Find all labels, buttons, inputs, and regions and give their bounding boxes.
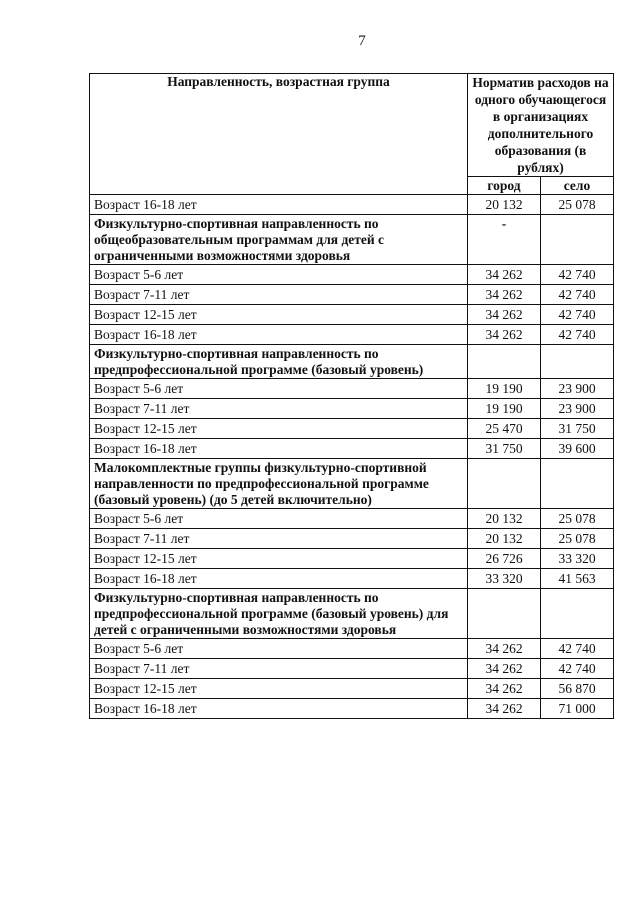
row-village-value: 42 740 (541, 325, 614, 345)
row-label: Возраст 12-15 лет (90, 549, 468, 569)
row-village-value: 31 750 (541, 419, 614, 439)
row-village-value: 42 740 (541, 285, 614, 305)
row-label: Возраст 7-11 лет (90, 399, 468, 419)
section-header-row (90, 215, 614, 265)
section-title: Физкультурно-спортивная направленность по предпрофессиональной программе (базовый уровень) для детей с ограниченными возможностями здоровья (90, 589, 468, 639)
row-city-value: 26 726 (468, 549, 541, 569)
table-row (90, 569, 614, 589)
row-label: Возраст 16-18 лет (90, 569, 468, 589)
table-row (90, 265, 614, 285)
table-row (90, 285, 614, 305)
row-city-value: 31 750 (468, 439, 541, 459)
section-city-mark (468, 345, 541, 379)
section-village-empty (541, 589, 614, 639)
row-city-value: 19 190 (468, 379, 541, 399)
row-label: Возраст 12-15 лет (90, 305, 468, 325)
section-city-mark (468, 589, 541, 639)
table-row (90, 639, 614, 659)
page-number: 7 (358, 33, 366, 49)
row-city-value: 20 132 (468, 529, 541, 549)
row-village-value: 56 870 (541, 679, 614, 699)
section-village-empty (541, 459, 614, 509)
table-row (90, 659, 614, 679)
table-row (90, 529, 614, 549)
row-label: Возраст 5-6 лет (90, 379, 468, 399)
table-row (90, 699, 614, 719)
table-row (90, 549, 614, 569)
row-village-value: 23 900 (541, 379, 614, 399)
header-norm-column: Норматив расходов на одного обучающегося в организациях дополнительного образования (в рублях) (468, 74, 614, 177)
row-village-value: 25 078 (541, 509, 614, 529)
section-header-row (90, 589, 614, 639)
row-label: Возраст 16-18 лет (90, 195, 468, 215)
row-label: Возраст 12-15 лет (90, 419, 468, 439)
row-label: Возраст 16-18 лет (90, 439, 468, 459)
row-label: Возраст 7-11 лет (90, 659, 468, 679)
row-city-value: 34 262 (468, 679, 541, 699)
header-village: село (541, 177, 614, 195)
row-label: Возраст 12-15 лет (90, 679, 468, 699)
row-label: Возраст 5-6 лет (90, 509, 468, 529)
table-row (90, 679, 614, 699)
table-row (90, 325, 614, 345)
section-city-mark (468, 459, 541, 509)
header-city: город (468, 177, 541, 195)
row-village-value: 42 740 (541, 639, 614, 659)
table-row (90, 509, 614, 529)
row-city-value: 34 262 (468, 659, 541, 679)
row-city-value: 20 132 (468, 509, 541, 529)
header-label-column: Направленность, возрастная группа (90, 74, 468, 195)
row-village-value: 41 563 (541, 569, 614, 589)
row-city-value: 34 262 (468, 265, 541, 285)
row-village-value: 42 740 (541, 659, 614, 679)
table-row (90, 379, 614, 399)
row-village-value: 23 900 (541, 399, 614, 419)
row-city-value: 34 262 (468, 699, 541, 719)
table-body (90, 195, 614, 719)
row-city-value: 19 190 (468, 399, 541, 419)
row-village-value: 33 320 (541, 549, 614, 569)
section-village-empty (541, 215, 614, 265)
row-village-value: 42 740 (541, 305, 614, 325)
section-title: Физкультурно-спортивная направленность по общеобразовательным программам для детей с ограниченными возможностями здоровья (90, 215, 468, 265)
row-village-value: 25 078 (541, 529, 614, 549)
row-village-value: 25 078 (541, 195, 614, 215)
table-row (90, 399, 614, 419)
table-row (90, 305, 614, 325)
section-title: Малокомплектные группы физкультурно-спортивной направленности по предпрофессиональной программе (базовый уровень) (до 5 детей включительно) (90, 459, 468, 509)
row-village-value: 42 740 (541, 265, 614, 285)
row-city-value: 34 262 (468, 285, 541, 305)
row-city-value: 25 470 (468, 419, 541, 439)
row-city-value: 34 262 (468, 639, 541, 659)
section-header-row (90, 459, 614, 509)
row-label: Возраст 16-18 лет (90, 325, 468, 345)
row-city-value: 34 262 (468, 325, 541, 345)
table-row (90, 439, 614, 459)
row-label: Возраст 16-18 лет (90, 699, 468, 719)
header-row (90, 74, 614, 177)
table-row (90, 195, 614, 215)
row-city-value: 20 132 (468, 195, 541, 215)
row-label: Возраст 5-6 лет (90, 639, 468, 659)
row-label: Возраст 7-11 лет (90, 529, 468, 549)
section-village-empty (541, 345, 614, 379)
norm-table (89, 73, 614, 719)
row-label: Возраст 7-11 лет (90, 285, 468, 305)
row-label: Возраст 5-6 лет (90, 265, 468, 285)
row-village-value: 39 600 (541, 439, 614, 459)
section-city-mark: - (468, 215, 541, 265)
section-title: Физкультурно-спортивная направленность по предпрофессиональной программе (базовый уровень) (90, 345, 468, 379)
row-city-value: 33 320 (468, 569, 541, 589)
row-city-value: 34 262 (468, 305, 541, 325)
section-header-row (90, 345, 614, 379)
table-row (90, 419, 614, 439)
row-village-value: 71 000 (541, 699, 614, 719)
